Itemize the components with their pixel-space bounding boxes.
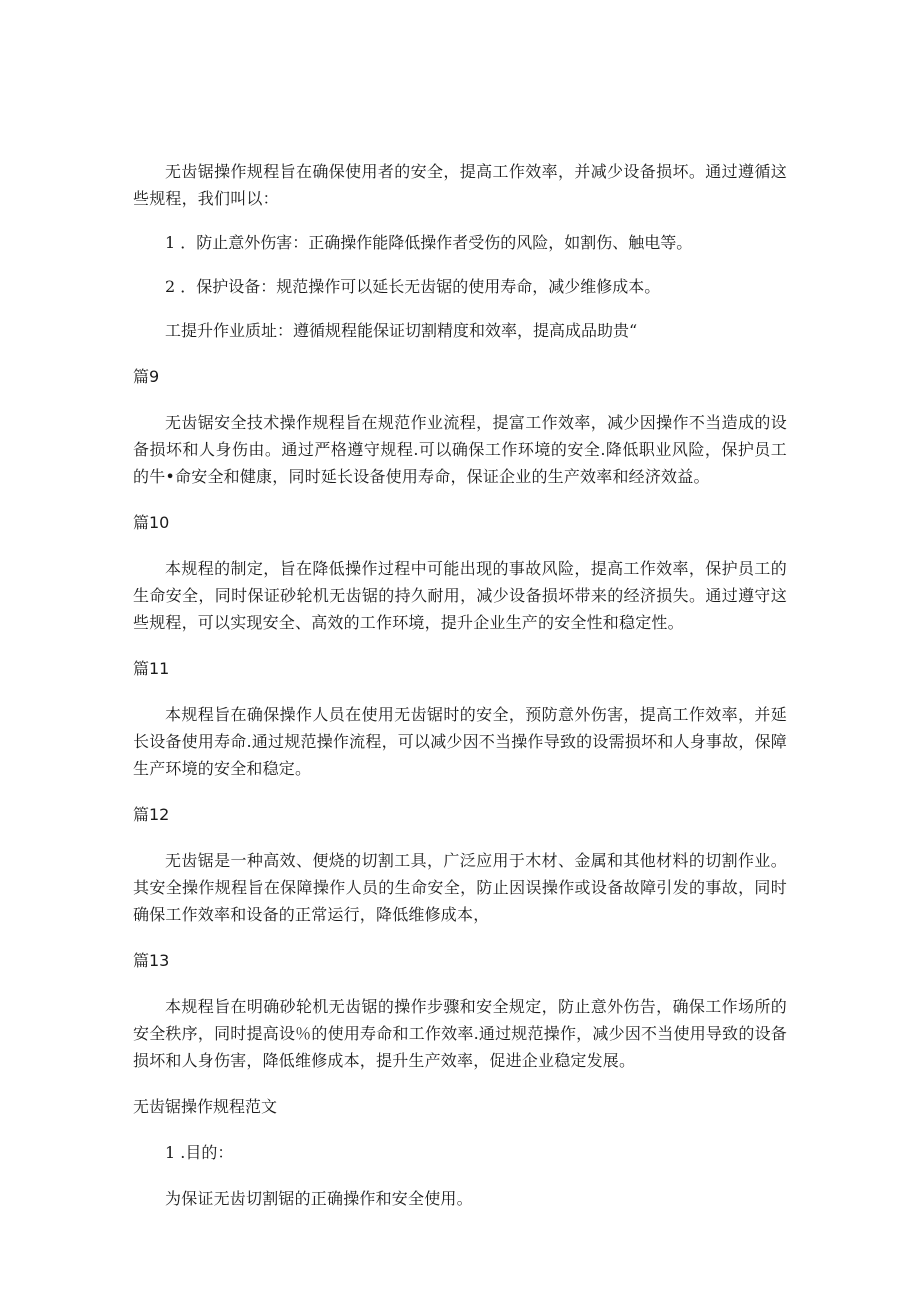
intro-paragraph: 无齿锯操作规程旨在确保使用者的安全，提高工作效率，并减少设备损坏。通过遵循这些规程，我们叫以： bbox=[133, 162, 787, 208]
intro-item-2: 2 ．保护设备：规范操作可以延长无齿锯的使用寿命，减少维修成本。 bbox=[165, 277, 661, 296]
section-text-9: 无齿锯安全技术操作规程旨在规范作业流程，提富工作效率，减少因操作不当造成的设备损坏和人身伤由。通过严格遵守规程.可以确保工作环境的安全.降低职业风险，保护员工的牛•命安全和健康，同时延长设备使用寿命，保证企业的生产效率和经济效益。 bbox=[133, 413, 787, 486]
section-text-12: 无齿锯是一种高效、便烧的切割工具，广泛应用于木材、金属和其他材料的切割作业。其安全操作规程旨在保障操作人员的生命安全，防止因误操作或设备故障引发的事故，同时确保工作效率和设备的正常运行，降低维修成本， bbox=[133, 851, 787, 924]
fanwen-item-1: 1 .目的： bbox=[165, 1143, 234, 1162]
intro-item-3: 工提升作业质址：遵循规程能保证切割精度和效率，提高成品助贵“ bbox=[165, 321, 638, 340]
section-heading-9: 篇9 bbox=[133, 367, 160, 386]
section-text-11: 本规程旨在确保操作人员在使用无齿锯时的安全，预防意外伤害，提高工作效率，并延长设备使用寿命.通过规范操作流程，可以减少因不当操作导致的设需损坏和人身事故，保障生产环境的安全和稳定。 bbox=[133, 705, 787, 778]
fanwen-text: 为保证无齿切割锯的正确操作和安全使用。 bbox=[165, 1189, 473, 1208]
section-heading-13: 篇13 bbox=[133, 951, 170, 970]
section-heading-12: 篇12 bbox=[133, 805, 170, 824]
document-page bbox=[133, 158, 787, 1212]
section-text-10: 本规程的制定，旨在降低操作过程中可能出现的事故风险，提高工作效率，保护员工的生命安全，同时保证砂轮机无齿锯的持久耐用，减少设备损坏带来的经济损失。通过遵守这些规程，可以实现安全、高效的工作环境，提升企业生产的安全性和稳定性。 bbox=[133, 559, 787, 632]
fanwen-title: 无齿锯操作规程范文 bbox=[133, 1097, 278, 1116]
section-text-13: 本规程旨在明确砂轮机无齿锯的操作步骤和安全规定，防止意外伤告，确保工作场所的安全秩序，同时提高设％的使用寿命和工作效率.通过规范操作，减少因不当使用导致的设备损坏和人身伤害，降低维修成本，提升生产效率，促进企业稳定发展。 bbox=[133, 997, 787, 1070]
intro-item-1: 1 ．防止意外伤害：正确操作能降低操作者受伤的风险，如割伤、触电等。 bbox=[165, 233, 693, 252]
section-heading-10: 篇10 bbox=[133, 513, 170, 532]
section-heading-11: 篇11 bbox=[133, 659, 170, 678]
